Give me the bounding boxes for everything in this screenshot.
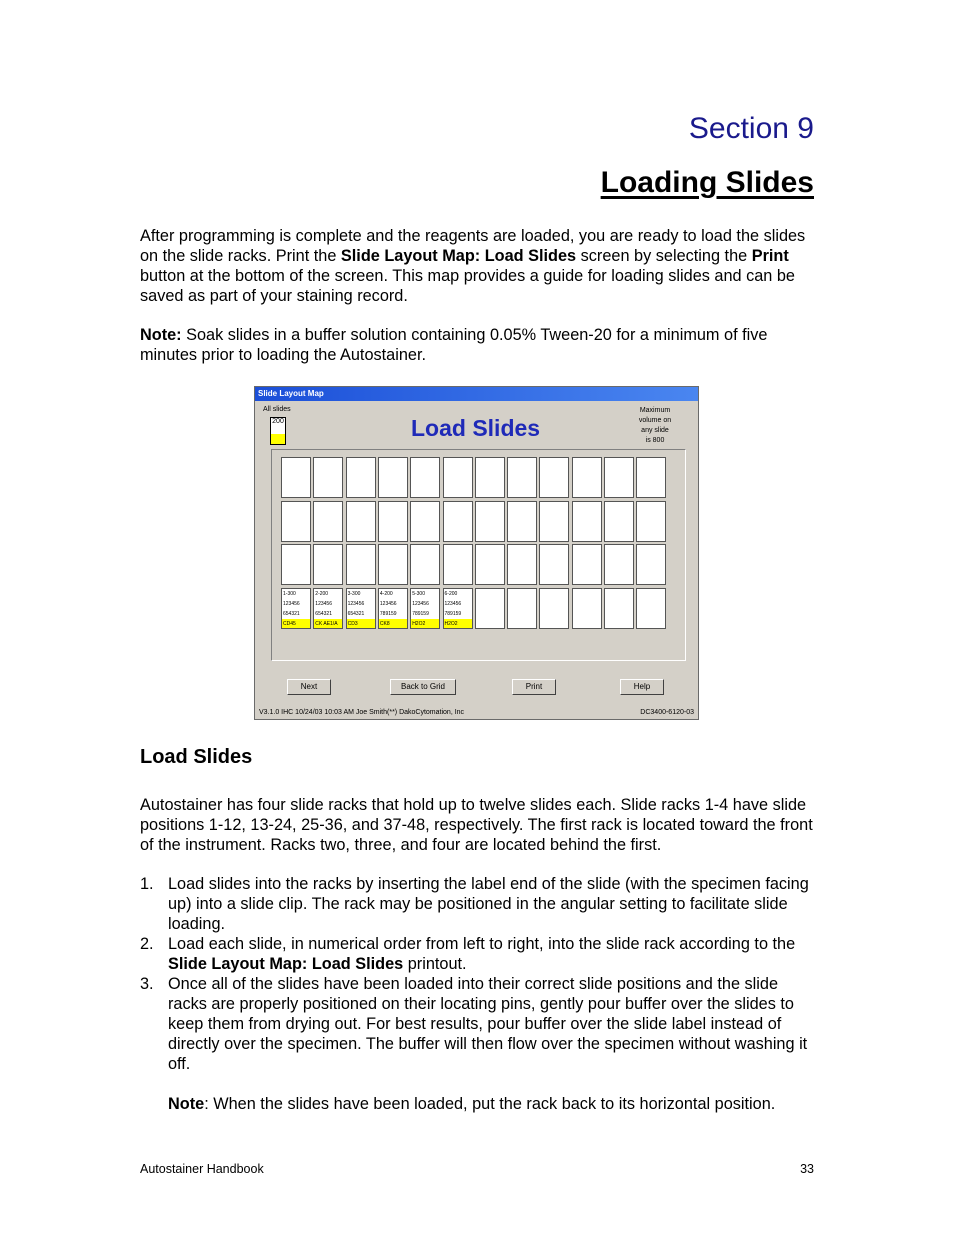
intro-bold-1: Slide Layout Map: Load Slides bbox=[340, 247, 577, 265]
footer-title: Autostainer Handbook bbox=[140, 1162, 264, 1176]
slide-layout-map-screenshot bbox=[254, 386, 699, 720]
help-button[interactable]: Help bbox=[620, 679, 664, 695]
note-text: Soak slides in a buffer solution containing 0.05% Tween-20 for a minimum of five minutes prior to loading the Autostainer. bbox=[140, 326, 768, 364]
slide-slot[interactable] bbox=[346, 588, 376, 629]
next-button[interactable]: Next bbox=[287, 679, 331, 695]
slide-slot[interactable] bbox=[604, 501, 634, 542]
slide-label-line: 123456 bbox=[283, 600, 300, 607]
slide-slot[interactable] bbox=[507, 588, 537, 629]
slide-label-line: H2O2 bbox=[411, 619, 439, 629]
slide-slot[interactable] bbox=[475, 501, 505, 542]
list-item bbox=[140, 874, 816, 934]
slide-slot[interactable] bbox=[378, 588, 408, 629]
max-note-line: any slide bbox=[641, 427, 669, 434]
status-right: DC3400-6120-03 bbox=[640, 709, 694, 716]
step-text: printout. bbox=[403, 955, 467, 973]
slide-slot[interactable] bbox=[507, 457, 537, 498]
slide-label-line: 123456 bbox=[444, 600, 462, 607]
max-note-line: volume on bbox=[638, 417, 672, 424]
steps-list bbox=[140, 874, 816, 1114]
all-slides-volume-box bbox=[270, 417, 286, 445]
slide-label-line: 6-200 bbox=[444, 590, 458, 597]
slide-label-line: CD3 bbox=[347, 619, 375, 629]
intro-paragraph bbox=[140, 226, 816, 306]
list-item bbox=[140, 934, 816, 974]
slide-label-line: CK AE1/A bbox=[314, 619, 342, 629]
slide-slot[interactable] bbox=[636, 588, 666, 629]
slide-label-line: 123456 bbox=[379, 600, 397, 607]
slide-slot[interactable] bbox=[636, 457, 666, 498]
maximum-volume-note bbox=[620, 406, 690, 446]
step-number: 2. bbox=[140, 935, 154, 953]
note-label: Note: bbox=[140, 326, 182, 344]
slide-slot[interactable] bbox=[378, 501, 408, 542]
step-text: Load each slide, in numerical order from left to right, into the slide rack according to the bbox=[168, 935, 796, 953]
slide-slot[interactable] bbox=[539, 588, 569, 629]
all-slides-color-swatch bbox=[271, 434, 285, 444]
slide-label-line: 654321 bbox=[347, 610, 365, 617]
step-bold: Slide Layout Map: Load Slides bbox=[168, 955, 404, 973]
slide-slot[interactable] bbox=[604, 457, 634, 498]
slide-label-line: 789159 bbox=[412, 610, 429, 617]
slide-slot[interactable] bbox=[410, 544, 440, 585]
status-bar bbox=[259, 709, 694, 716]
load-slides-subheading: Load Slides bbox=[140, 746, 253, 768]
slide-slot[interactable] bbox=[313, 501, 343, 542]
slide-slot[interactable] bbox=[443, 588, 473, 629]
slide-slot[interactable] bbox=[604, 544, 634, 585]
slide-slot[interactable] bbox=[313, 544, 343, 585]
slide-label-line: CK8 bbox=[379, 619, 407, 629]
note-paragraph bbox=[140, 325, 816, 365]
slide-slot[interactable] bbox=[313, 588, 343, 629]
slide-slot[interactable] bbox=[281, 457, 311, 498]
slide-slot[interactable] bbox=[410, 588, 440, 629]
back-to-grid-button[interactable]: Back to Grid bbox=[390, 679, 456, 695]
slide-slot[interactable] bbox=[539, 501, 569, 542]
window-title-bar: Slide Layout Map bbox=[255, 387, 698, 401]
step-number: 1. bbox=[140, 875, 154, 893]
slide-slot[interactable] bbox=[572, 588, 602, 629]
step-text: Once all of the slides have been loaded into their correct slide positions and the slide racks are properly positioned on their locating pins, gently pour buffer over the slides to keep them from drying out. For best results, pour buffer over the slide label instead of directly over the specimen. The buffer will then flow over the specimen without washing it off. bbox=[168, 975, 808, 1073]
page-title: Loading Slides bbox=[600, 166, 814, 199]
slide-label-line: 654321 bbox=[315, 610, 332, 617]
slide-grid bbox=[271, 449, 686, 661]
intro-bold-2: Print bbox=[751, 247, 789, 265]
slide-slot[interactable] bbox=[636, 501, 666, 542]
slide-slot[interactable] bbox=[281, 544, 311, 585]
all-slides-value: 200 bbox=[272, 418, 284, 425]
load-slides-heading: Load Slides bbox=[411, 415, 541, 441]
slide-slot[interactable] bbox=[475, 457, 505, 498]
intro-text-2: screen by selecting the bbox=[576, 247, 752, 265]
slide-label-line: 123456 bbox=[347, 600, 365, 607]
slide-label-line: 123456 bbox=[315, 600, 332, 607]
slide-slot[interactable] bbox=[507, 501, 537, 542]
slide-label-line: 4-200 bbox=[379, 590, 393, 597]
max-note-line: is 800 bbox=[645, 437, 665, 444]
slide-slot[interactable] bbox=[475, 588, 505, 629]
slide-label-line: 5-300 bbox=[412, 590, 425, 597]
slide-label-line: 1-300 bbox=[283, 590, 296, 597]
slide-slot[interactable] bbox=[410, 457, 440, 498]
slide-label-line: 123456 bbox=[412, 600, 429, 607]
slide-label-line: 789159 bbox=[444, 610, 462, 617]
step-note bbox=[140, 1094, 816, 1114]
slide-slot[interactable] bbox=[346, 457, 376, 498]
slide-slot[interactable] bbox=[378, 544, 408, 585]
slide-slot[interactable] bbox=[346, 501, 376, 542]
slide-slot[interactable] bbox=[572, 457, 602, 498]
slide-slot[interactable] bbox=[313, 457, 343, 498]
section-number: Section 9 bbox=[688, 112, 814, 145]
slide-label-line: 3-300 bbox=[347, 590, 361, 597]
slide-slot[interactable] bbox=[475, 544, 505, 585]
all-slides-label: All slides bbox=[263, 406, 291, 413]
slide-slot[interactable] bbox=[636, 544, 666, 585]
slide-slot[interactable] bbox=[604, 588, 634, 629]
slide-label-line: 2-200 bbox=[315, 590, 329, 597]
slide-label-line: 789159 bbox=[379, 610, 397, 617]
racks-paragraph: Autostainer has four slide racks that hold up to twelve slides each. Slide racks 1-4 have slide positions 1-12, 13-24, 25-36, and 37-48, respectively. The first rack is located toward the front of the instrument. Racks two, three, and four are located behind the first. bbox=[140, 796, 813, 854]
intro-text-1: After programming is complete and the reagents are loaded, you are ready to load the slides on the slide racks. Print the bbox=[140, 227, 806, 265]
slide-slot[interactable] bbox=[443, 501, 473, 542]
slide-label-line: 654321 bbox=[283, 610, 300, 617]
print-button[interactable]: Print bbox=[512, 679, 556, 695]
page-number: 33 bbox=[800, 1162, 814, 1176]
slide-slot[interactable] bbox=[281, 588, 311, 629]
slide-slot[interactable] bbox=[539, 457, 569, 498]
max-note-line: Maximum bbox=[639, 407, 671, 414]
slide-slot[interactable] bbox=[410, 501, 440, 542]
slide-slot[interactable] bbox=[281, 501, 311, 542]
slide-slot[interactable] bbox=[346, 544, 376, 585]
slide-label-line: H2O2 bbox=[444, 619, 472, 629]
slide-label-line: CD45 bbox=[282, 619, 310, 629]
slide-slot[interactable] bbox=[572, 501, 602, 542]
status-left: V3.1.0 IHC 10/24/03 10:03 AM Joe Smith(**) DakoCytomation, Inc bbox=[259, 709, 465, 716]
slide-slot[interactable] bbox=[443, 544, 473, 585]
slide-slot[interactable] bbox=[443, 457, 473, 498]
step-text: Load slides into the racks by inserting the label end of the slide (with the specimen facing up) into a slide clip. The rack may be positioned in the angular setting to facilitate slide loading. bbox=[168, 875, 809, 933]
slide-slot[interactable] bbox=[539, 544, 569, 585]
slide-slot[interactable] bbox=[378, 457, 408, 498]
slide-slot[interactable] bbox=[572, 544, 602, 585]
list-item bbox=[140, 974, 816, 1074]
note-label: Note bbox=[168, 1095, 205, 1113]
step-number: 3. bbox=[140, 975, 154, 993]
intro-text-3: button at the bottom of the screen. This map provides a guide for loading slides and can be saved as part of your staining record. bbox=[140, 267, 795, 305]
slide-slot[interactable] bbox=[507, 544, 537, 585]
note-text: : When the slides have been loaded, put the rack back to its horizontal position. bbox=[204, 1095, 776, 1113]
